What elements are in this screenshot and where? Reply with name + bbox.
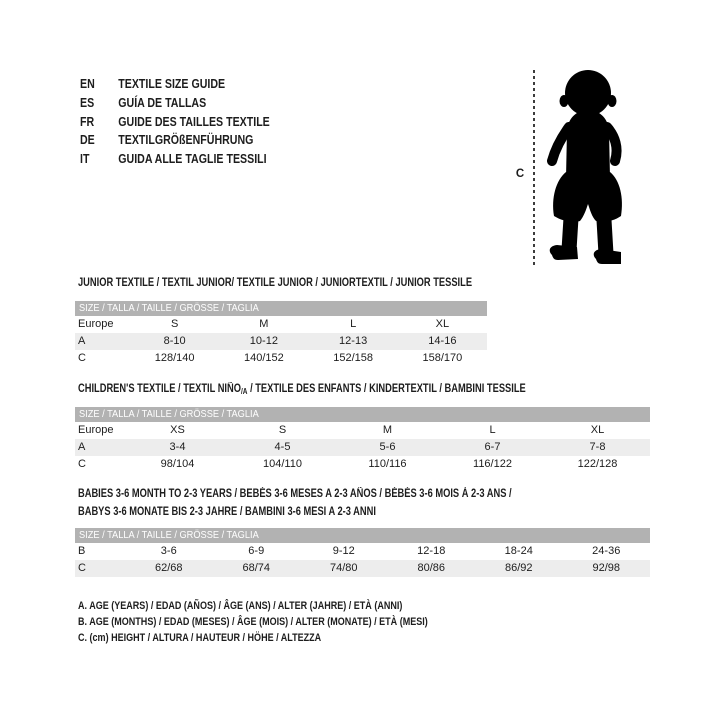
table-cell: 14-16 (428, 335, 457, 347)
table-cell: 86/92 (504, 562, 533, 574)
table-cell: S (278, 424, 287, 436)
language-code: IT (80, 152, 90, 167)
language-row (80, 113, 270, 132)
language-code: EN (80, 77, 95, 91)
table-cell: 12-18 (417, 545, 446, 557)
table-cell: XL (435, 318, 450, 330)
table-cell: M (382, 424, 393, 436)
language-title: TEXTILE SIZE GUIDE (118, 77, 226, 91)
table-cell: XL (590, 424, 605, 436)
language-code: DE (80, 133, 95, 148)
table-cell: 158/170 (422, 352, 463, 364)
size-table (75, 422, 650, 473)
table-cell: 5-6 (379, 441, 396, 453)
table-cell: 80/86 (417, 562, 446, 574)
table-cell: M (259, 318, 269, 330)
size-header-bar (75, 407, 650, 422)
section-title-line: BABIES 3-6 MONTH TO 2-3 YEARS / BEBÉS 3-6 MESES A 2-3 AÑOS / BÉBÉS 3-6 MOIS À 2-3 ANS / (78, 488, 512, 500)
language-title: GUIDA ALLE TAGLIE TESSILI (118, 152, 267, 167)
row-label: B (78, 545, 86, 557)
table-cell: 8-10 (163, 335, 186, 347)
language-row (80, 75, 270, 94)
row-label: A (78, 441, 86, 453)
table-cell: 62/68 (154, 562, 183, 574)
row-label: C (78, 562, 86, 574)
language-row (80, 150, 270, 169)
table-row (75, 350, 487, 367)
table-cell: 110/116 (368, 458, 407, 470)
language-title: TEXTILGRÖßENFÜHRUNG (118, 133, 254, 148)
table-cell: 4-5 (274, 441, 291, 453)
section-title (78, 382, 526, 399)
language-code: ES (80, 95, 95, 110)
table-cell: 10-12 (249, 335, 278, 347)
row-label: C (78, 352, 86, 364)
row-label: Europe (78, 424, 114, 436)
language-title-list (80, 75, 303, 169)
table-cell: L (350, 318, 357, 330)
table-cell: 6-9 (248, 545, 265, 557)
table-cell: 24-36 (592, 545, 621, 557)
table-cell: 68/74 (242, 562, 271, 574)
table-row (75, 456, 650, 473)
language-title: GUIDE DES TAILLES TEXTILE (118, 114, 270, 129)
table-row (75, 422, 650, 439)
table-cell: 3-6 (160, 545, 177, 557)
section-title-text: CHILDREN'S TEXTILE / TEXTIL NIÑO (78, 383, 241, 395)
table-cell: XS (170, 424, 185, 436)
table-row (75, 333, 487, 350)
table-cell: 74/80 (329, 562, 358, 574)
section-title-subscript: /A (240, 387, 248, 396)
table-cell: 152/158 (333, 352, 373, 364)
table-cell: L (489, 424, 496, 436)
row-label: Europe (78, 318, 114, 330)
size-header-text: SIZE / TALLA / TAILLE / GRÖSSE / TAGLIA (79, 408, 259, 420)
table-cell: 122/128 (577, 458, 618, 470)
table-cell: 104/110 (263, 458, 302, 470)
footnote-b: B. AGE (MONTHS) / EDAD (MESES) / ÂGE (MOIS) / ALTER (MONATE) / ETÀ (MESI) (78, 616, 428, 628)
height-marker-label: C (515, 168, 525, 180)
size-table (75, 543, 650, 577)
language-code: FR (80, 114, 95, 129)
table-cell: 12-13 (339, 335, 368, 347)
table-cell: 3-4 (169, 441, 186, 453)
table-cell: 128/140 (154, 352, 195, 364)
section-title-text: / TEXTILE DES ENFANTS / KINDERTEXTIL / BAMBINI TESSILE (247, 383, 526, 395)
size-header-bar (75, 528, 650, 543)
size-header-bar (75, 301, 487, 316)
table-cell: 98/104 (160, 458, 195, 470)
table-cell: 18-24 (504, 545, 533, 557)
footnote-a: A. AGE (YEARS) / EDAD (AÑOS) / ÂGE (ANS) / ALTER (JAHRE) / ETÀ (ANNI) (78, 600, 403, 612)
table-row (75, 439, 650, 456)
table-row (75, 560, 650, 577)
table-cell: 116/122 (473, 458, 512, 470)
legend-footnotes (78, 598, 505, 646)
height-marker-dashed-line (533, 70, 535, 268)
table-cell: 140/152 (243, 352, 284, 364)
table-cell: 9-12 (332, 545, 355, 557)
table-cell: 7-8 (589, 441, 606, 453)
toddler-silhouette-icon (543, 70, 633, 270)
language-row (80, 131, 270, 150)
language-row (80, 94, 270, 113)
row-label: A (78, 335, 86, 347)
table-cell: 6-7 (484, 441, 501, 453)
size-header-text: SIZE / TALLA / TAILLE / GRÖSSE / TAGLIA (79, 529, 259, 541)
table-row (75, 316, 487, 333)
section-title (78, 486, 512, 521)
section-title: JUNIOR TEXTILE / TEXTIL JUNIOR/ TEXTILE JUNIOR / JUNIORTEXTIL / JUNIOR TESSILE (78, 277, 473, 289)
table-cell: S (170, 318, 179, 330)
size-header-text: SIZE / TALLA / TAILLE / GRÖSSE / TAGLIA (79, 302, 259, 314)
row-label: C (78, 458, 86, 470)
language-title: GUÍA DE TALLAS (118, 95, 207, 110)
table-row (75, 543, 650, 560)
section-title-line: BABYS 3-6 MONATE BIS 2-3 JAHRE / BAMBINI 3-6 MESI A 2-3 ANNI (78, 505, 376, 518)
footnote-c: C. (cm) HEIGHT / ALTURA / HAUTEUR / HÖHE / ALTEZZA (78, 632, 322, 644)
size-table (75, 316, 487, 367)
table-cell: 92/98 (592, 562, 621, 574)
